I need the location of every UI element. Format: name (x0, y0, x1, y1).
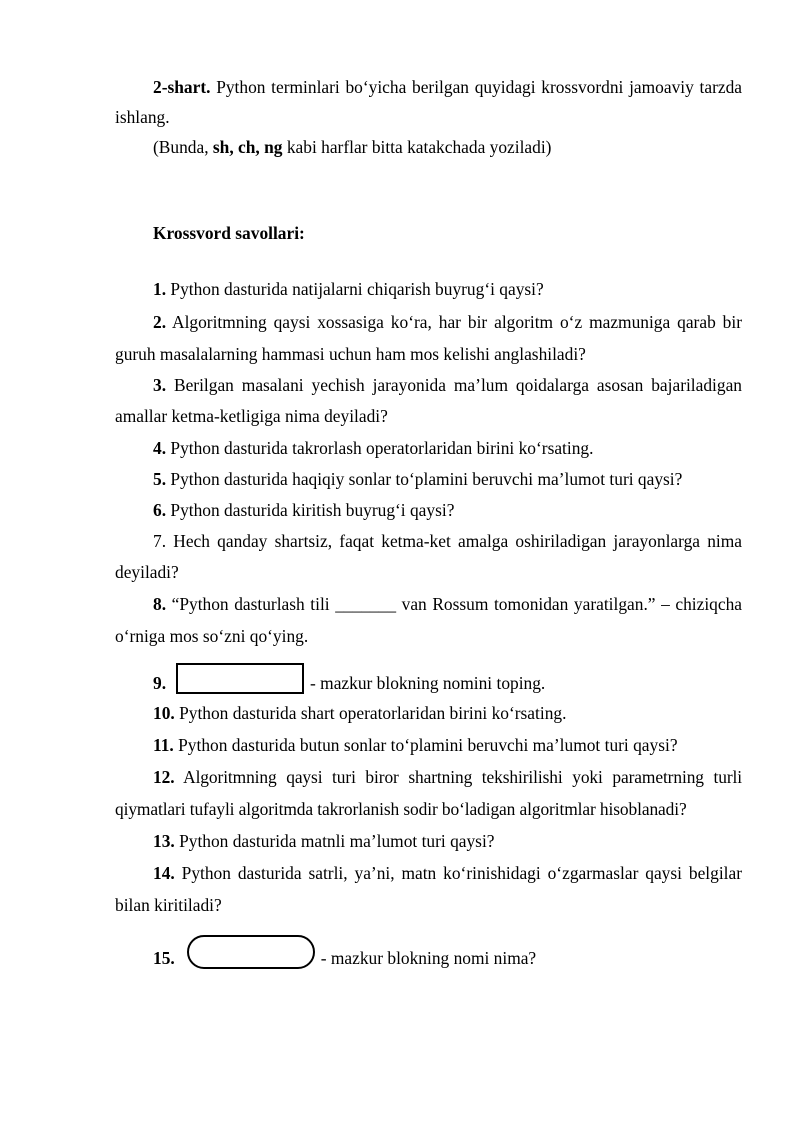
question-5: 5. Python dasturida haqiqiy sonlar to‘plamini beruvchi ma’lumot turi qaysi? (153, 469, 683, 489)
question-9: 9. - mazkur blokning nomini toping. (115, 660, 742, 698)
task-paragraph (115, 72, 742, 132)
question-4: 4. Python dasturida takrorlash operatorlaridan birini ko‘rsating. (153, 438, 594, 458)
question-3: 3. Berilgan masalani yechish jarayonida ma’lum qoidalarga asosan bajariladigan amallar ketma-ketligiga nima deyiladi? (115, 375, 742, 426)
task-note (115, 132, 742, 162)
task-note-suffix: kabi harflar bitta katakchada yoziladi) (282, 137, 552, 157)
questions-heading: Krossvord savollari: (153, 223, 305, 243)
question-12: 12. Algoritmning qaysi turi biror shartning tekshirilishi yoki parametrning turli qiymatlari tufayli algoritmda takrorlanish sodir bo‘ladigan algoritmlar hisoblanadi? (115, 767, 742, 819)
question-8: 8. “Python dasturlash tili _______ van Rossum tomonidan yaratilgan.” – chiziqcha o‘rniga mos so‘zni qo‘ying. (115, 594, 742, 646)
task-text: Python terminlari bo‘yicha berilgan quyidagi krossvordni jamoaviy tarzda ishlang. (115, 77, 742, 127)
question-6: 6. Python dasturida kiritish buyrug‘i qaysi? (153, 500, 455, 520)
question-10: 10. Python dasturida shart operatorlaridan birini ko‘rsating. (153, 703, 567, 723)
terminal-block-shape (187, 935, 315, 969)
question-14: 14. Python dasturida satrli, ya’ni, matn ko‘rinishidagi o‘zgarmaslar qaysi belgilar bilan kiritiladi? (115, 863, 742, 915)
question-13: 13. Python dasturida matnli ma’lumot turi qaysi? (153, 831, 495, 851)
question-7: 7. Hech qanday shartsiz, faqat ketma-ket amalga oshiriladigan jarayonlarga nima deyiladi? (115, 531, 742, 582)
question-1: 1. Python dasturida natijalarni chiqarish buyrug‘i qaysi? (153, 279, 544, 299)
question-2: 2. Algoritmning qaysi xossasiga ko‘ra, har bir algoritm o‘z mazmuniga qarab bir guruh masalalarning hammasi uchun ham mos kelishi anglashiladi? (115, 312, 742, 364)
question-15: 15. - mazkur blokning nomi nima? (115, 931, 742, 973)
question-11: 11. Python dasturida butun sonlar to‘plamini beruvchi ma’lumot turi qaysi? (153, 735, 678, 755)
process-block-shape (176, 663, 304, 694)
task-note-bold: sh, ch, ng (212, 137, 283, 157)
task-number: 2-shart. (153, 77, 211, 97)
task-note-prefix: (Bunda, (153, 137, 213, 157)
document-page (115, 72, 742, 973)
